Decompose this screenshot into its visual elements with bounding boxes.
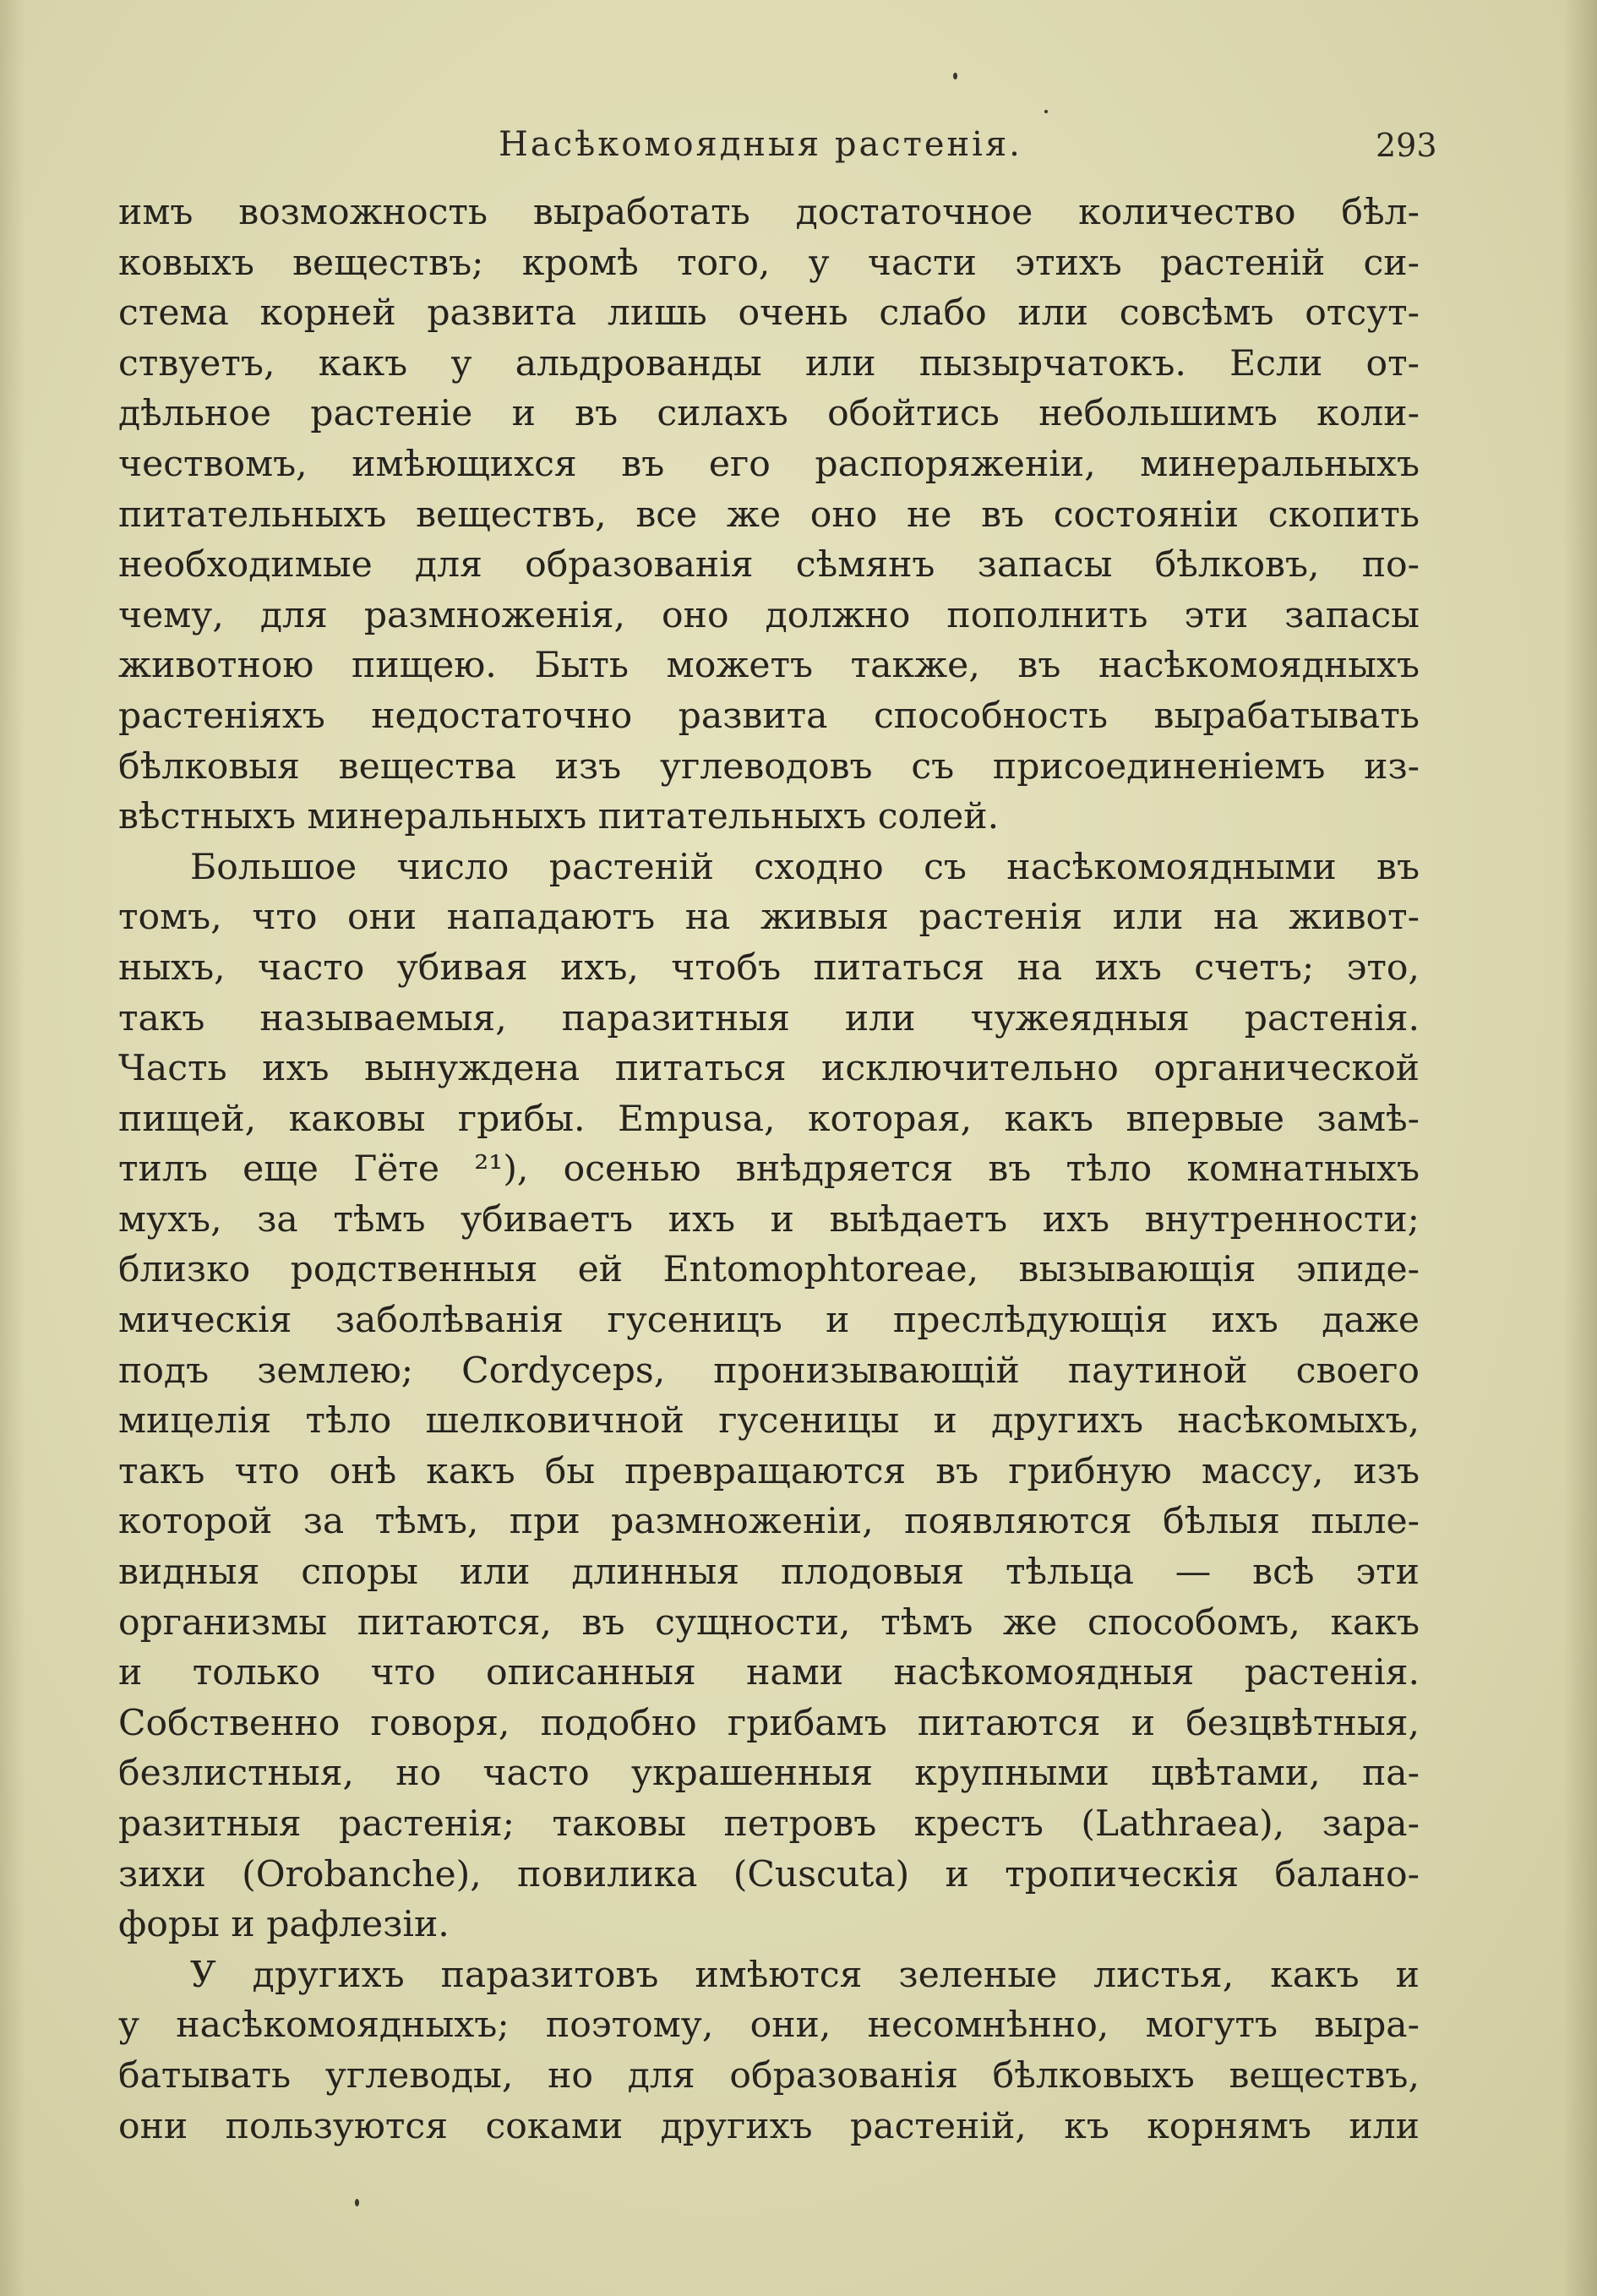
text-line: стема корней развита лишь очень слабо или совсѣмъ отсут- — [118, 292, 1420, 335]
text-line: мическія заболѣванія гусеницъ и преслѣдующія ихъ даже — [118, 1300, 1420, 1342]
text-line: они пользуются соками другихъ растеній, къ корнямъ или — [118, 2105, 1420, 2147]
text-line: чему, для размноженія, оно должно пополнить эти запасы — [118, 594, 1420, 636]
text-line: томъ, что они нападаютъ на живыя растенія или на живот- — [118, 897, 1420, 939]
text-line: такъ называемыя, паразитныя или чужеядныя растенія. — [118, 997, 1420, 1039]
text-line: разитныя растенія; таковы петровъ крестъ (Lathraea), зара- — [118, 1803, 1420, 1845]
text-line: чествомъ, имѣющихся въ его распоряженіи, минеральныхъ — [118, 443, 1420, 485]
paragraph-3 — [118, 1950, 1420, 2151]
text-line: ковыхъ веществъ; кромѣ того, у части этихъ растеній си- — [118, 242, 1420, 284]
text-line: тилъ еще Гёте ²¹), осенью внѣдряется въ тѣло комнатныхъ — [118, 1148, 1420, 1191]
paragraph-2 — [118, 843, 1420, 1950]
print-speck — [355, 2199, 359, 2206]
text-line: питательныхъ веществъ, все же оно не въ состояніи скопить — [118, 494, 1420, 536]
running-title: Насѣкомоядныя растенія. — [499, 125, 1022, 164]
page-number: 293 — [1376, 127, 1437, 164]
text-line: дѣльное растеніе и въ силахъ обойтись небольшимъ коли- — [118, 393, 1420, 435]
text-line: вѣстныхъ минеральныхъ питательныхъ солей. — [118, 796, 1000, 838]
text-line: необходимые для образованія сѣмянъ запасы бѣлковъ, по- — [118, 544, 1420, 586]
text-line: ныхъ, часто убивая ихъ, чтобъ питаться на ихъ счетъ; это, — [118, 946, 1420, 989]
text-line: подъ землею; Cordyceps, пронизывающій паутиной своего — [118, 1350, 1420, 1392]
running-head — [0, 125, 1597, 176]
text-line: бѣлковыя вещества изъ углеводовъ съ присоединеніемъ из- — [118, 745, 1420, 788]
page-shadow-right — [1563, 0, 1597, 2296]
text-line: Часть ихъ вынуждена питаться исключительно органической — [118, 1048, 1420, 1090]
print-speck — [953, 73, 957, 79]
text-line: животною пищею. Быть можетъ также, въ насѣкомоядныхъ — [118, 645, 1420, 687]
paragraph-1 — [118, 188, 1420, 843]
text-line: и только что описанныя нами насѣкомоядныя растенія. — [118, 1652, 1420, 1694]
text-line: батывать углеводы, но для образованія бѣлковыхъ веществъ, — [118, 2054, 1420, 2097]
text-line: зихи (Orobanche), повилика (Cuscuta) и тропическія балано- — [118, 1853, 1420, 1895]
text-line: организмы питаются, въ сущности, тѣмъ же способомъ, какъ — [118, 1601, 1420, 1644]
text-line: безлистныя, но часто украшенныя крупными цвѣтами, па- — [118, 1753, 1420, 1795]
text-line: пищей, каковы грибы. Empusa, которая, какъ впервые замѣ- — [118, 1098, 1420, 1140]
text-line: имъ возможность выработать достаточное количество бѣл- — [118, 192, 1420, 233]
text-line: близко родственныя ей Entomophtoreae, вызывающія эпиде- — [118, 1249, 1420, 1291]
text-line: мицелія тѣло шелковичной гусеницы и другихъ насѣкомыхъ, — [118, 1400, 1420, 1442]
text-line: Большое число растеній сходно съ насѣкомоядными въ — [190, 846, 1420, 888]
text-line: такъ что онѣ какъ бы превращаются въ грибную массу, изъ — [118, 1450, 1420, 1492]
body-text — [118, 188, 1420, 2151]
page-shadow-left — [0, 0, 25, 2296]
print-speck — [1044, 110, 1048, 113]
text-line: видныя споры или длинныя плодовыя тѣльца — всѣ эти — [118, 1552, 1420, 1594]
text-line: у насѣкомоядныхъ; поэтому, они, несомнѣнно, могутъ выра- — [118, 2004, 1420, 2047]
text-line: растеніяхъ недостаточно развита способность вырабатывать — [118, 695, 1420, 737]
text-line: Собственно говоря, подобно грибамъ питаются и безцвѣтныя, — [118, 1702, 1420, 1744]
text-line: мухъ, за тѣмъ убиваетъ ихъ и выѣдаетъ ихъ внутренности; — [118, 1198, 1420, 1241]
text-line: ствуетъ, какъ у альдрованды или пызырчатокъ. Если от- — [118, 342, 1420, 384]
text-line: У другихъ паразитовъ имѣются зеленые листья, какъ и — [190, 1954, 1420, 1996]
text-line: которой за тѣмъ, при размноженіи, появляются бѣлыя пыле- — [118, 1501, 1420, 1543]
text-line: форы и рафлезіи. — [118, 1904, 450, 1946]
